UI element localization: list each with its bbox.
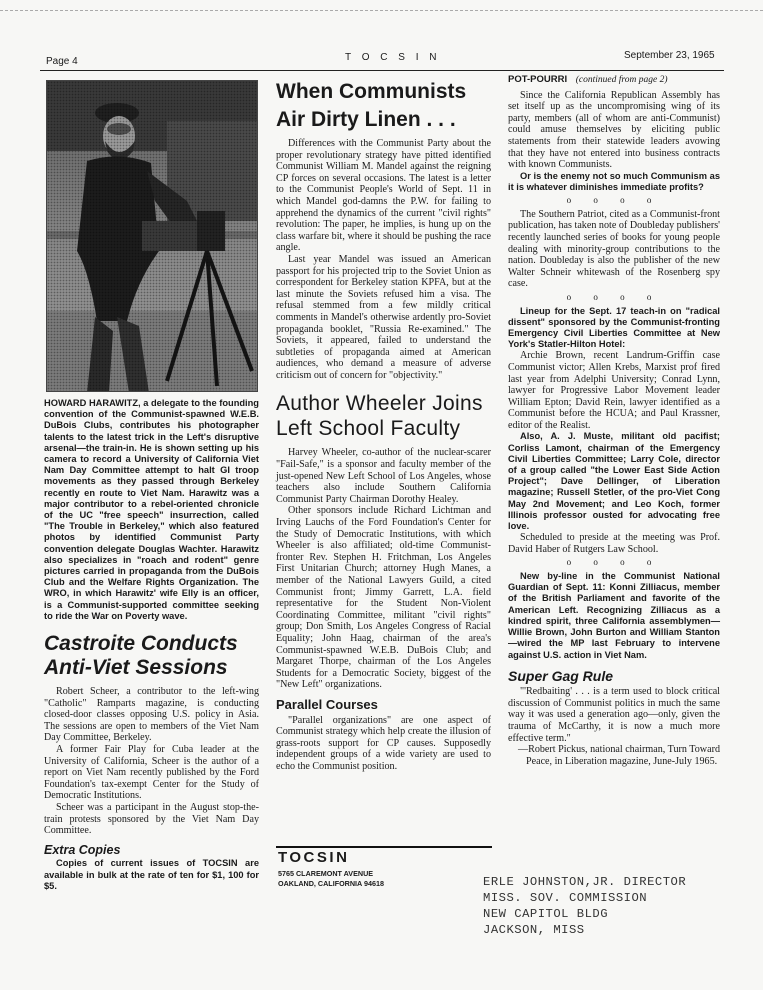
communists-paragraph-1: Differences with the Communist Party about the proper revolutionary strategy have pitted identified Communist William M. Mandel against the reigning CP forces on several occasions. The latest is a letter to the Communist People's World of Sept. 11 in which Mandel god-damns the P.W. for failing to apprehend the dynamics of the current "civil rights" revolution: The paper, he implies, is hung up on the class warfare bit, where it should be pushing the race angle. (276, 138, 491, 254)
potpourri-paragraph-6: New by-line in the Communist National Guardian of Sept. 11: Konni Zilliacus, member of the British Parliament and favorite of the American Left. Recognizing Zilliacus as a kindred spirit, three California assemblymen—Willie Brown, John Burton and William Stanton—wired the MP last February to intervene against U.S. action in Viet Nam. (508, 571, 720, 660)
mailing-address-stamp (483, 874, 686, 938)
potpourri-continued: (continued from page 2) (575, 75, 668, 85)
footer-address-street: 5765 CLAREMONT AVENUE (278, 869, 374, 878)
top-dashed-rule (0, 10, 763, 11)
extra-copies-headline: Extra Copies (44, 842, 121, 857)
potpourri-paragraph-1b: Or is the enemy not so much Communism as it is whatever diminishes immediate profits? (508, 170, 720, 192)
castroite-paragraph-1: Robert Scheer, a contributor to the left-wing "Catholic" Ramparts magazine, is conducting closed-door classes opposing U.S. policy in Asia. The sessions are open to members of the Viet Nam Day Committee, Berkeley. (44, 686, 259, 744)
section-divider-1: o o o o (566, 195, 662, 206)
castroite-headline: Castroite Conducts Anti-Viet Sessions (44, 632, 238, 680)
wheeler-headline-line-1: Author Wheeler Joins (276, 392, 483, 416)
footer-title: TOCSIN (278, 849, 350, 866)
section-divider-2: o o o o (566, 291, 662, 302)
recipient-line-1: ERLE JOHNSTON,JR. DIRECTOR (483, 875, 687, 889)
communists-headline-line-1: When Communists (276, 80, 467, 103)
potpourri-title: POT-POURRI (508, 74, 568, 85)
castroite-paragraph-3: Scheer was a participant in the August stop-the-train protests sponsored by the Viet Nam Day Committee. (44, 802, 259, 837)
potpourri-header (508, 74, 720, 87)
page-number: Page 4 (46, 56, 78, 67)
masthead (0, 48, 763, 66)
super-gag-rule-source: —Robert Pickus, national chairman, Turn Toward Peace, in Liberation magazine, June-July 1965. (518, 744, 720, 767)
super-gag-rule-headline: Super Gag Rule (508, 667, 614, 684)
super-gag-rule-quote: "'Redbaiting' . . . is a term used to block critical discussion of Communist politics in much the same way it was used a generation ago—only, given the trauma of McCarthy, it is now a much more effective term." (508, 686, 720, 744)
potpourri-paragraph-4b: Also, A. J. Muste, militant old pacifist; Corliss Lamont, chairman of the Emergency Civil Liberties Committee; Larry Cole, director of a group called "the Lower East Side Action Project"; Dave Dellinger, of Liberation magazine; Russell Stetler, of the pro-Viet Cong May 2nd Movement; and Leo Koch, former Illinois professor ousted for advocating free love. (508, 431, 720, 532)
potpourri-paragraph-2: The Southern Patriot, cited as a Communist-front publication, has taken note of Doubleday publishers' recently launched series of books for young people dealing with minority-group contributions to the nation. Doubleday is also the publisher of the new Walter Schneir whitewash of the Rosenberg spy case. (508, 208, 720, 290)
castroite-paragraph-2: A former Fair Play for Cuba leader at the University of California, Scheer is the author of a report on Viet Nam recently published by the Ford Foundation's tax-exempt Center for the Study of Democratic Institutions. (44, 744, 259, 802)
wheeler-paragraph-2: Other sponsors include Richard Lichtman and Irving Lauchs of the Ford Foundation's Center for the Study of Democratic Institutions, with which Wheeler is also affiliated; old-time Communist-fronter Rev. Stephen H. Fritchman, Los Angeles First Unitarian Church; attorney Hugh Manes, a member of the National Lawyers Guild, a cited Communist front; Jimmy Garrett, L.A. field representative for the Student Non-Violent Coordinating Committee, militant "civil rights" group; Don Smith, Los Angeles Congress of Racial Equality; John Haag, chairman of the area's Communist-spawned W.E.B. DuBois Club; and Margaret Thorpe, chairman of the Los Angeles Students for a Democratic Society, biggest of the "New Left" organizations. (276, 505, 491, 691)
photo-caption: HOWARD HARAWITZ, a delegate to the founding convention of the Communist-spawned W.E.B. DuBois Clubs, contributes his photographer talents to the latest trick in the Left's disruptive arsenal—the train-in. He is shown setting up his camera to record a University of California Viet Nam Day Committee attempt to halt GI troop movements as they passed through Berkeley recently en route to Viet Nam. Harawitz was a major contributor to a rebel-oriented chronicle of the UC "free speech" insurrection, called "The Trouble in Berkeley," which also featured photos by identified Communist Party convention delegate Douglas Wachter. Harawitz also specializes in "roach and rodent" genre pictures carried in propaganda from the DuBois Club and the Welfare Rights Organization. The WRO, in which Harawitz' wife Elly is an officer, is a Communist-supported committee seeking to ride the War on Poverty wave. (44, 398, 259, 621)
column-left (44, 80, 259, 892)
footer-rule (276, 846, 492, 848)
header-rule (40, 70, 724, 71)
potpourri-paragraph-3: Lineup for the Sept. 17 teach-in on "radical dissent" sponsored by the Communist-fronting Emergency Civil Liberties Committee at New York's Statler-Hilton Hotel: (508, 305, 720, 350)
recipient-line-4: JACKSON, MISS (483, 923, 585, 937)
communists-headline-line-2: Air Dirty Linen . . . (276, 108, 456, 131)
recipient-line-3: NEW CAPITOL BLDG (483, 907, 609, 921)
parallel-courses-headline: Parallel Courses (276, 696, 378, 712)
potpourri-paragraph-1: Since the California Republican Assembly has set itself up as the uncompromising wing of its party, members (all of whom are anti-Communist) could amuse themselves by eliciting public statements from their statewide leaders avowing that they have not entered into business contracts with known Communists. (508, 89, 720, 171)
communists-paragraph-2: Last year Mandel was issued an American passport for his projected trip to the Soviet Union as correspondent for Berkeley station KPFA, but at the last minute the Soviets refused him a visa. The refusal stemmed from a few mildly critical comments in Mandel's otherwise ardently pro-Soviet propaganda booklet, "Russia Re-examined." The Soviets, it appeared, failed to understand the subtleties of propaganda aimed at American audiences, who demand a measure of adverse criticism out of concern for "objectivity." (276, 253, 491, 381)
newsletter-name: T O C S I N (345, 52, 441, 63)
wheeler-headline (276, 391, 491, 441)
potpourri-paragraph-5: Scheduled to preside at the meeting was Prof. David Haber of Rutgers Law School. (508, 532, 720, 555)
column-right (508, 74, 720, 767)
issue-date: September 23, 1965 (624, 50, 715, 61)
footer-address-city: OAKLAND, CALIFORNIA 94618 (278, 879, 384, 888)
photo-harawitz (46, 80, 258, 392)
column-middle (276, 80, 491, 773)
parallel-courses-text: "Parallel organizations" are one aspect of Communist strategy which help create the illusion of grass-roots support for CP causes. Supposedly independent groups of a wide variety are used to echo the Communist position. (276, 714, 491, 772)
wheeler-headline-line-2: Left School Faculty (276, 417, 461, 441)
section-divider-3: o o o o (566, 557, 662, 568)
wheeler-paragraph-1: Harvey Wheeler, co-author of the nuclear-scarer "Fail-Safe," is a sponsor and faculty member of the just-opened New Left School of Los Angeles, whose teachers also include Southern California Communist Party Chairman Dorothy Healey. (276, 447, 491, 505)
recipient-line-2: MISS. SOV. COMMISSION (483, 891, 648, 905)
potpourri-paragraph-4a: Archie Brown, recent Landrum-Griffin case Communist victor; Allen Krebs, Marxist prof fired last year from Adelphi University; Conrad Lynn, lawyer for Progressive Labor Movement leader William Epton; David Rein, lawyer identified as a Communist before the HCUA; and Paul Krassner, editor of the Realist. (508, 350, 720, 431)
photo-image (47, 81, 258, 392)
extra-copies-text: Copies of current issues of TOCSIN are available in bulk at the rate of ten for $1, 100 for $5. (44, 858, 259, 891)
